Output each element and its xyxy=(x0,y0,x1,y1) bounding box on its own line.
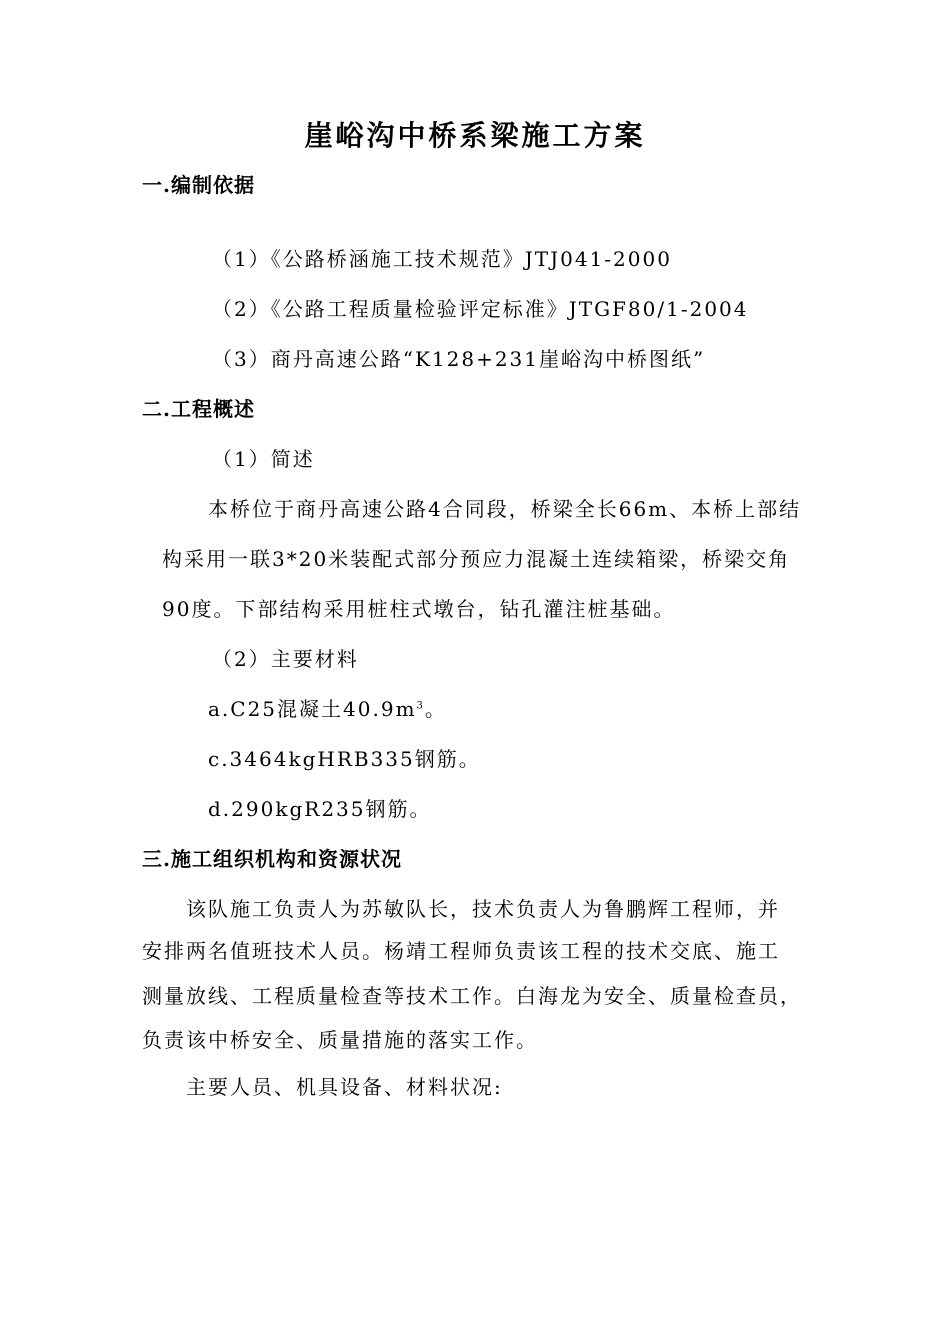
basis-item-1: （1）《公路桥涵施工技术规范》JTJ041-2000 xyxy=(212,247,672,271)
organization-para-line-3: 测量放线、工程质量检查等技术工作。白海龙为安全、质量检查员， xyxy=(142,984,802,1008)
organization-summary: 主要人员、机具设备、材料状况: xyxy=(186,1075,503,1099)
overview-para-line-1: 本桥位于商丹高速公路4合同段，桥梁全长66m、本桥上部结 xyxy=(208,497,802,521)
organization-para-line-2: 安排两名值班技术人员。杨靖工程师负责该工程的技术交底、施工 xyxy=(142,939,780,963)
organization-para-line-4: 负责该中桥安全、质量措施的落实工作。 xyxy=(142,1028,538,1052)
material-a-text: a.C25混凝土40.9m xyxy=(208,697,417,721)
material-item-c: c.3464kgHRB335钢筋。 xyxy=(208,747,481,771)
material-item-d: d.290kgR235钢筋。 xyxy=(208,797,432,821)
overview-sub-brief: （1）简述 xyxy=(212,447,315,471)
material-item-a xyxy=(208,695,447,723)
document-title: 崖峪沟中桥系梁施工方案 xyxy=(304,119,646,152)
material-a-suffix: 。 xyxy=(424,697,447,721)
overview-para-line-2: 构采用一联3*20米装配式部分预应力混凝土连续箱梁，桥梁交角 xyxy=(162,547,791,571)
organization-para-line-1: 该队施工负责人为苏敏队长，技术负责人为鲁鹏辉工程师，并 xyxy=(186,897,780,921)
section-heading-organization: 三.施工组织机构和资源状况 xyxy=(142,847,402,871)
basis-item-2: （2）《公路工程质量检验评定标准》JTGF80/1-2004 xyxy=(212,297,749,321)
section-heading-basis: 一.编制依据 xyxy=(142,173,255,197)
overview-sub-materials: （2）主要材料 xyxy=(212,647,359,671)
section-heading-overview: 二.工程概述 xyxy=(142,397,255,421)
basis-item-3: （3）商丹高速公路“K128+231崖峪沟中桥图纸” xyxy=(212,347,706,371)
overview-para-line-3: 90度。下部结构采用桩柱式墩台，钻孔灌注桩基础。 xyxy=(162,597,676,621)
material-a-superscript: 3 xyxy=(416,700,425,712)
